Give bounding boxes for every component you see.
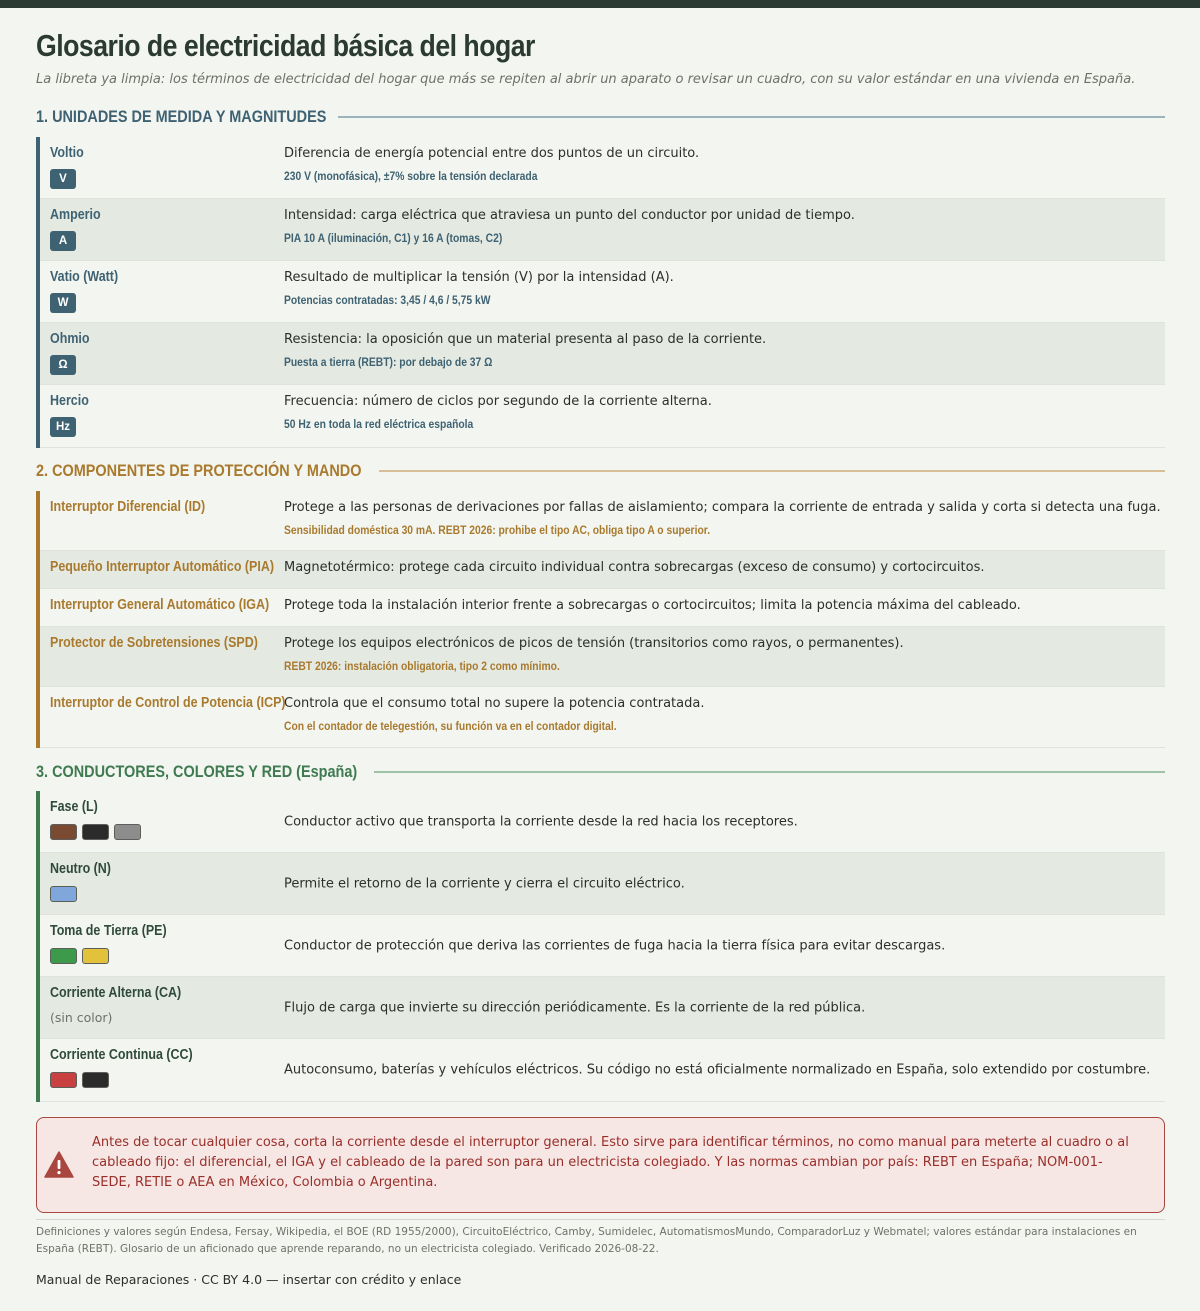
section-units bbox=[36, 137, 1165, 448]
term-standard-value: PIA 10 A (iluminación, C1) y 16 A (tomas, C2) bbox=[284, 231, 503, 245]
term-standard-value: 230 V (monofásica), ±7% sobre la tensión declarada bbox=[284, 169, 538, 183]
term-name: Neutro (N) bbox=[50, 861, 111, 877]
section-divider bbox=[338, 116, 1165, 118]
sources-note: Definiciones y valores según Endesa, Fersay, Wikipedia, el BOE (RD 1955/2000), CircuitoEléctrico, Camby, Sumidelec, AutomatismosMundo, ComparadorLuz y Webmatel; valores estándar para instalaciones en España (REBT). Glosario de un aficionado que aprende reparando, no un electricista colegiado. Verificado 2026-08-22. bbox=[36, 1226, 1137, 1255]
term-name: Vatio (Watt) bbox=[50, 269, 119, 285]
term-name: Interruptor General Automático (IGA) bbox=[50, 597, 270, 613]
term-description: Flujo de carga que invierte su dirección periódicamente. Es la corriente de la red pública. bbox=[284, 1000, 866, 1015]
term-description: Protege los equipos electrónicos de picos de tensión (transitorios como rayos, o permanentes). bbox=[284, 636, 904, 651]
term-name: Toma de Tierra (PE) bbox=[50, 923, 167, 939]
glossary-row bbox=[40, 687, 1165, 748]
unit-symbol-badge: V bbox=[50, 169, 76, 189]
term-description: Diferencia de energía potencial entre dos puntos de un circuito. bbox=[284, 146, 700, 161]
section-heading-units bbox=[36, 106, 1165, 128]
warning-text: Antes de tocar cualquier cosa, corta la corriente desde el interruptor general. Esto sirve para identificar términos, no como manual para meterte al cuadro o al cableado fijo: el diferencial, el IGA y el cableado de la pared son para un electricista colegiado. Y las normas cambian por país: REBT en España; NOM-001-SEDE, RETIE o AEA en México, Colombia o Argentina. bbox=[92, 1135, 1129, 1190]
term-name: Ohmio bbox=[50, 331, 90, 347]
license-credit: Manual de Reparaciones · CC BY 4.0 — insertar con crédito y enlace bbox=[36, 1272, 462, 1287]
glossary-row bbox=[40, 199, 1165, 261]
term-name: Protector de Sobretensiones (SPD) bbox=[50, 635, 258, 651]
warning-triangle-icon bbox=[44, 1151, 74, 1178]
term-name: Pequeño Interruptor Automático (PIA) bbox=[50, 559, 275, 575]
term-description: Controla que el consumo total no supere la potencia contratada. bbox=[284, 696, 705, 711]
term-name: Interruptor de Control de Potencia (ICP) bbox=[50, 695, 286, 711]
term-name: Interruptor Diferencial (ID) bbox=[50, 499, 206, 515]
top-accent-bar bbox=[0, 0, 1200, 8]
term-name: Fase (L) bbox=[50, 799, 98, 815]
section-heading-conductors bbox=[36, 761, 1165, 783]
term-description: Frecuencia: número de ciclos por segundo de la corriente alterna. bbox=[284, 394, 712, 409]
section-heading-protection bbox=[36, 460, 1165, 482]
term-name: Hercio bbox=[50, 393, 89, 409]
term-description: Intensidad: carga eléctrica que atraviesa un punto del conductor por unidad de tiempo. bbox=[284, 208, 855, 223]
section-protection bbox=[36, 491, 1165, 748]
unit-symbol-badge: W bbox=[50, 293, 76, 313]
glossary-row bbox=[40, 627, 1165, 687]
glossary-row bbox=[40, 791, 1165, 853]
term-description: Resistencia: la oposición que un material presenta al paso de la corriente. bbox=[284, 332, 767, 347]
no-color-label: (sin color) bbox=[50, 1010, 113, 1025]
wire-color-swatch bbox=[82, 1072, 109, 1088]
wire-color-swatch bbox=[50, 1072, 77, 1088]
glossary-row bbox=[40, 853, 1165, 915]
safety-warning-box bbox=[36, 1117, 1165, 1213]
glossary-row bbox=[40, 551, 1165, 589]
term-description: Protege toda la instalación interior frente a sobrecargas o cortocircuitos; limita la potencia máxima del cableado. bbox=[284, 598, 1021, 613]
term-standard-value: 50 Hz en toda la red eléctrica española bbox=[284, 417, 474, 431]
term-description: Magnetotérmico: protege cada circuito individual contra sobrecargas (exceso de consumo) y cortocircuitos. bbox=[284, 560, 985, 575]
section-divider bbox=[379, 470, 1165, 472]
wire-color-swatches bbox=[50, 1072, 109, 1088]
unit-symbol-badge: Ω bbox=[50, 355, 76, 375]
section-heading-label: 2. COMPONENTES DE PROTECCIÓN Y MANDO bbox=[36, 461, 362, 480]
glossary-row bbox=[40, 915, 1165, 977]
glossary-row bbox=[40, 977, 1165, 1039]
glossary-row bbox=[40, 323, 1165, 385]
term-description: Conductor de protección que deriva las corrientes de fuga hacia la tierra física para evitar descargas. bbox=[284, 938, 946, 953]
term-standard-value: Con el contador de telegestión, su función va en el contador digital. bbox=[284, 719, 617, 733]
page-subtitle: La libreta ya limpia: los términos de electricidad del hogar que más se repiten al abrir un aparato o revisar un cuadro, con su valor estándar en una vivienda en España. bbox=[36, 72, 1136, 87]
wire-color-swatches bbox=[50, 886, 77, 902]
glossary-row bbox=[40, 589, 1165, 627]
term-name: Voltio bbox=[50, 145, 84, 161]
term-description: Conductor activo que transporta la corriente desde la red hacia los receptores. bbox=[284, 814, 798, 829]
unit-symbol-badge: A bbox=[50, 231, 76, 251]
wire-color-swatches bbox=[50, 948, 109, 964]
term-name: Corriente Alterna (CA) bbox=[50, 985, 182, 1001]
term-standard-value: Potencias contratadas: 3,45 / 4,6 / 5,75 kW bbox=[284, 293, 491, 307]
glossary-row bbox=[40, 1039, 1165, 1102]
wire-color-swatch bbox=[50, 948, 77, 964]
unit-symbol-badge: Hz bbox=[50, 417, 76, 437]
glossary-row bbox=[40, 261, 1165, 323]
term-standard-value: Puesta a tierra (REBT): por debajo de 37 Ω bbox=[284, 355, 493, 369]
section-divider bbox=[374, 771, 1165, 773]
wire-color-swatch bbox=[82, 824, 109, 840]
wire-color-swatch bbox=[82, 948, 109, 964]
glossary-row bbox=[40, 137, 1165, 199]
section-heading-label: 3. CONDUCTORES, COLORES Y RED (España) bbox=[36, 762, 358, 781]
wire-color-swatch bbox=[114, 824, 141, 840]
term-standard-value: REBT 2026: instalación obligatoria, tipo 2 como mínimo. bbox=[284, 659, 560, 673]
term-description: Protege a las personas de derivaciones por fallas de aislamiento; compara la corriente de entrada y salida y corta si detecta una fuga. bbox=[284, 500, 1161, 515]
page-title: Glosario de electricidad básica del hogar bbox=[36, 28, 535, 63]
wire-color-swatches bbox=[50, 824, 141, 840]
term-description: Resultado de multiplicar la tensión (V) por la intensidad (A). bbox=[284, 270, 674, 285]
wire-color-swatch bbox=[50, 886, 77, 902]
term-name: Corriente Continua (CC) bbox=[50, 1047, 193, 1063]
term-standard-value: Sensibilidad doméstica 30 mA. REBT 2026: prohibe el tipo AC, obliga tipo A o superior. bbox=[284, 523, 711, 537]
term-name: Amperio bbox=[50, 207, 101, 223]
footer-divider bbox=[36, 1219, 1165, 1220]
section-conductors bbox=[36, 791, 1165, 1102]
term-description: Permite el retorno de la corriente y cierra el circuito eléctrico. bbox=[284, 876, 685, 891]
section-heading-label: 1. UNIDADES DE MEDIDA Y MAGNITUDES bbox=[36, 107, 327, 126]
term-description: Autoconsumo, baterías y vehículos eléctricos. Su código no está oficialmente normalizado en España, solo extendido por costumbre. bbox=[284, 1062, 1151, 1078]
wire-color-swatch bbox=[50, 824, 77, 840]
glossary-row bbox=[40, 491, 1165, 551]
glossary-row bbox=[40, 385, 1165, 448]
